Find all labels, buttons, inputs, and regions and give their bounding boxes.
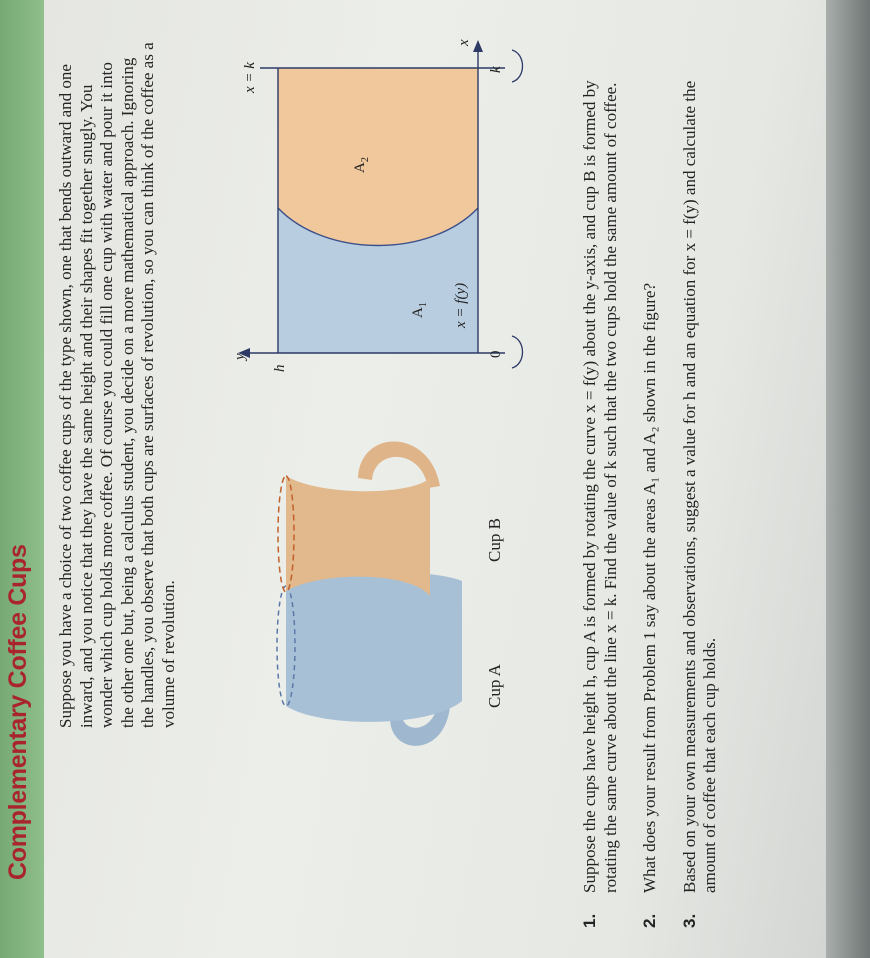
curve-label: x = f(y) [453, 282, 469, 328]
y-axis-label: y [232, 353, 248, 360]
problem-item [580, 48, 621, 928]
line-x-equals-k-label: x = k [242, 62, 258, 93]
page-edge-shadow [826, 0, 870, 958]
cup-a-label: Cup A [485, 664, 504, 708]
cups-drawing [240, 436, 480, 746]
problem-text: Based on your own measurements and observations, suggest a value for h and an equation for x = f(y) and calculate the amount of coffee that each cup holds. [679, 80, 719, 893]
rotation-arrow-y [512, 336, 523, 368]
region-a2 [278, 68, 478, 246]
problem-text: What does your result from Problem 1 say about the areas A₁ and A₂ shown in the figure? [640, 282, 659, 893]
cup-a-body [286, 572, 462, 722]
a1-label: $A_1$ [410, 302, 429, 318]
page-title: Complementary Coffee Cups [4, 544, 32, 880]
problem-text: Suppose the cups have height h, cup A is formed by rotating the curve x = f(y) about the y-axis, and cup B is formed by rotating the same curve about the line x = k. Find the value of k such that the two cups hold the same amount of coffee. [580, 80, 620, 893]
a2-label: $A_2$ [352, 157, 371, 173]
problem-item [680, 48, 721, 928]
region-diagram [230, 38, 570, 398]
x-axis-label: x [456, 39, 472, 46]
cup-b-label: Cup B [485, 518, 504, 562]
cups-illustration [240, 436, 520, 746]
region-diagram-svg [230, 38, 570, 398]
intro-paragraph: Suppose you have a choice of two coffee cups of the type shown, one that bends outward and one inward, and you notice that they have the same height and their shapes fit together snugly. You wonder which cup holds more coffee. Of course you could fill one cup with water and pour it into the other one but, being a calculus student, you decide on a more mathematical approach. Ignoring the handles, you observe that both cups are surfaces of revolution, so you can think of the coffee as a volume of revolution. [56, 42, 178, 728]
problem-number: 2. [640, 913, 659, 928]
problem-item [640, 48, 661, 928]
h-label: h [272, 364, 288, 372]
origin-label: 0 [488, 350, 504, 358]
problem-list [580, 48, 740, 928]
problem-number: 3. [679, 913, 699, 928]
x-axis-arrow [473, 40, 483, 52]
k-label: k [488, 66, 504, 73]
rotation-arrow-k [512, 50, 523, 82]
problem-number: 1. [580, 913, 599, 928]
